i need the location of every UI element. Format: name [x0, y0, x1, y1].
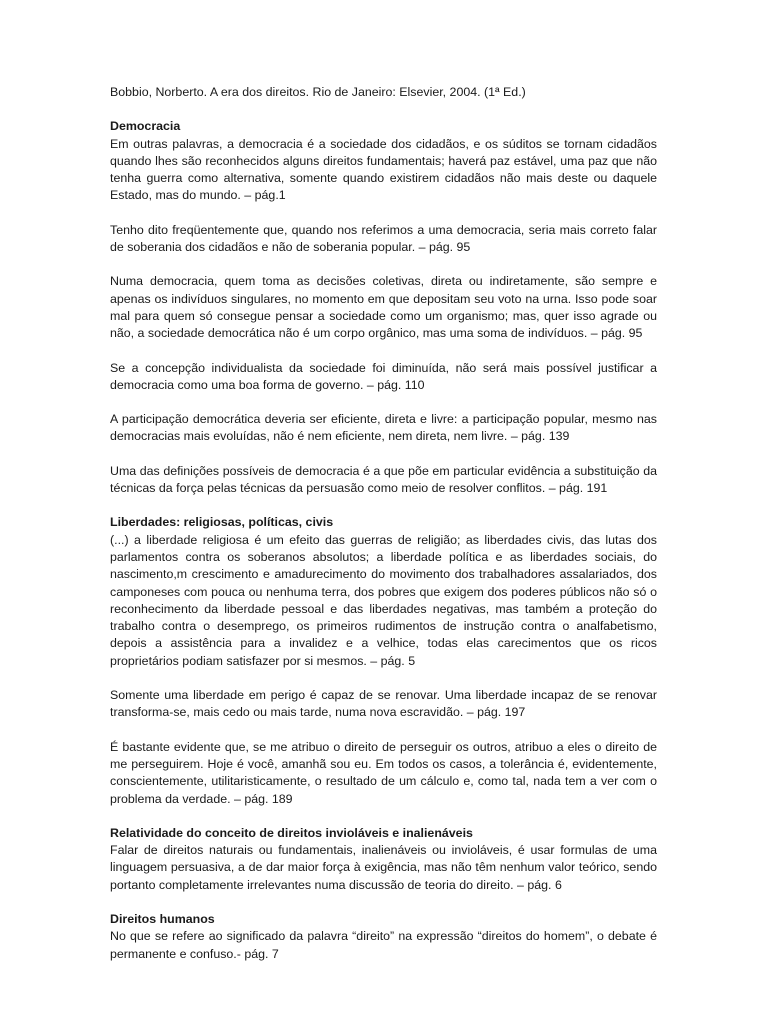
section-democracia: [110, 118, 657, 497]
quote-paragraph: Uma das definições possíveis de democracia é a que põe em particular evidência a substituição da técnicas da força pelas técnicas da persuasão como meio de resolver conflitos. – pág. 191: [110, 463, 657, 496]
quote-paragraph: No que se refere ao significado da palavra “direito” na expressão “direitos do homem”, o debate é permanente e confuso.- pág. 7: [110, 929, 657, 961]
quote-paragraph: Falar de direitos naturais ou fundamentais, inalienáveis ou invioláveis, é usar formulas de uma linguagem persuasiva, a de dar maior força à exigência, mas não têm nenhum valor teórico, sendo portanto completamente irrelevantes numa discussão de teoria do direito. – pág. 6: [110, 843, 657, 892]
section-heading: Democracia: [110, 119, 181, 134]
section-relatividade: [110, 825, 657, 894]
quote-paragraph: Numa democracia, quem toma as decisões coletivas, direta ou indiretamente, são sempre e apenas os indivíduos singulares, no momento em que depositam seu voto na urna. Isso pode soar mal para quem só consegue pensar a sociedade como um organismo; mas, quer isso agrade ou não, a sociedade democrática não é um corpo orgânico, mas uma soma de indivíduos. – pág. 95: [110, 274, 657, 341]
quote-paragraph: Tenho dito freqüentemente que, quando nos referimos a uma democracia, seria mais correto falar de soberania dos cidadãos e não de soberania popular. – pág. 95: [110, 222, 657, 255]
citation: Bobbio, Norberto. A era dos direitos. Rio de Janeiro: Elsevier, 2004. (1ª Ed.): [110, 85, 526, 99]
section-liberdades: [110, 514, 657, 807]
quote-paragraph: É bastante evidente que, se me atribuo o direito de perseguir os outros, atribuo a eles o direito de me perseguirem. Hoje é você, amanhã sou eu. Em todos os casos, a tolerância é, evidentemente, conscientemente, utilitaristicamente, o resultado de um cálculo e, como tal, nada tem a ver com o problema da verdade. – pág. 189: [110, 739, 657, 806]
quote-paragraph: Em outras palavras, a democracia é a sociedade dos cidadãos, e os súditos se tornam cidadãos quando lhes são reconhecidos alguns direitos fundamentais; haverá paz estável, uma paz que não tenha guerra como alternativa, somente quando existirem cidadãos não mais deste ou daquele Estado, mas do mundo. – pág.1: [110, 136, 657, 203]
section-heading: Liberdades: religiosas, políticas, civis: [110, 515, 334, 530]
quote-paragraph: A participação democrática deveria ser eficiente, direta e livre: a participação popular, mesmo nas democracias mais evoluídas, não é nem eficiente, nem direta, nem livre. – pág. 139: [110, 412, 657, 444]
quote-paragraph: Se a concepção individualista da sociedade foi diminuída, não será mais possível justificar a democracia como uma boa forma de governo. – pág. 110: [110, 360, 657, 392]
quote-paragraph: (...) a liberdade religiosa é um efeito das guerras de religião; as liberdades civis, das lutas dos parlamentos contra os soberanos absolutos; a liberdade política e as liberdades sociais, do nascimento,m crescimento e amadurecimento do movimento dos trabalhadores assalariados, dos camponeses com pouca ou nenhuma terra, dos pobres que exigem dos poderes públicos não só o reconhecimento da liberdade pessoal e das liberdades negativas, mas também a proteção do trabalho contra o desemprego, os primeiros rudimentos de instrução contra o analfabetismo, depois a assistência para a invalidez e a velhice, todas elas carecimentos que os ricos proprietários podiam satisfazer por si mesmos. – pág. 5: [110, 532, 657, 668]
quote-paragraph: Somente uma liberdade em perigo é capaz de se renovar. Uma liberdade incapaz de se renovar transforma-se, mais cedo ou mais tarde, numa nova escravidão. – pág. 197: [110, 688, 657, 720]
section-direitos-humanos: [110, 911, 657, 963]
document-page: [110, 84, 657, 980]
section-heading: Relatividade do conceito de direitos invioláveis e inalienáveis: [110, 825, 473, 840]
section-heading: Direitos humanos: [110, 911, 215, 926]
